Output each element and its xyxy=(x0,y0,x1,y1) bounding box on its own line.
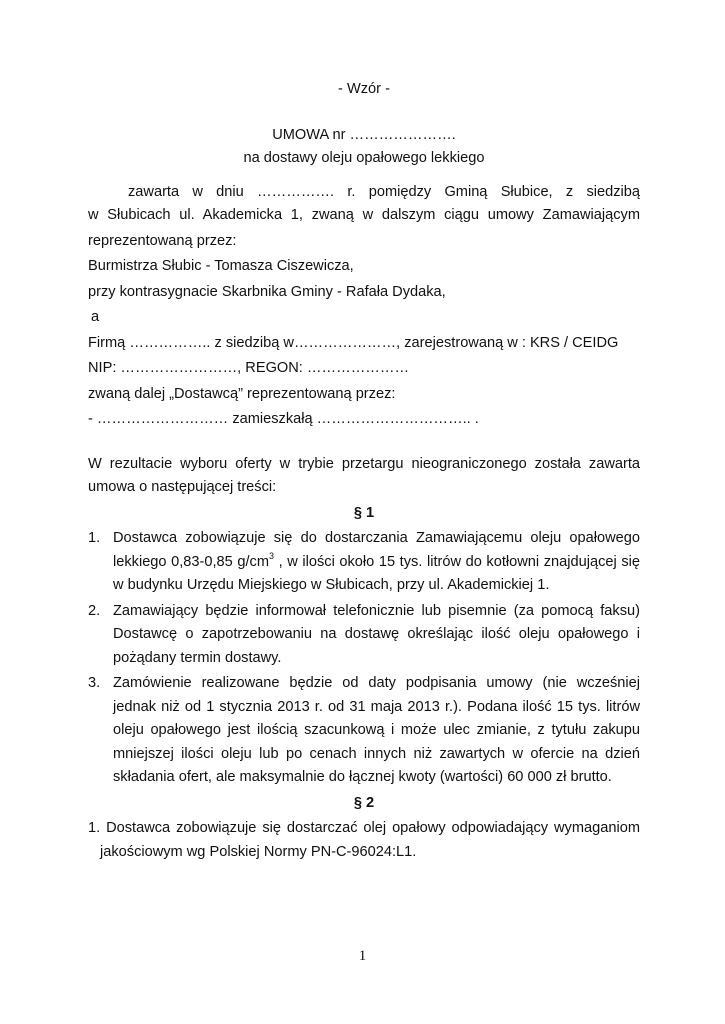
list-item-number: 1. xyxy=(88,530,101,546)
list-item-text: w budynku Urzędu Miejskiego w Słubicach, przy ul. Akademickiej 1. xyxy=(113,577,550,593)
intro-line: zawarta w dniu ……………. r. pomiędzy Gminą Słubice, z siedzibą xyxy=(128,183,640,200)
intro-line: Burmistrza Słubic - Tomasza Ciszewicza, xyxy=(88,258,354,274)
preamble-line: W rezultacie wyboru oferty w trybie przetargu nieograniczonego została zawarta xyxy=(88,455,640,472)
template-label: - Wzór - xyxy=(338,81,390,97)
intro-line: a xyxy=(91,309,100,325)
list-item-number: 3. xyxy=(88,675,101,691)
section-heading: § 1 xyxy=(353,504,375,521)
intro-line: reprezentowaną przez: xyxy=(88,232,237,249)
section1-list xyxy=(88,527,640,790)
list-item xyxy=(88,527,640,598)
list-item xyxy=(88,600,640,671)
section2-text: 1. Dostawca zobowiązuje się dostarczać olej opałowy odpowiadający wymaganiom jakościowym wg Polskiej Normy PN-C-96024:L1. xyxy=(88,820,640,860)
document-body xyxy=(88,78,640,864)
intro-line: - ……………………… zamieszkałą ………………………….. . xyxy=(88,411,479,427)
list-item-text: Dostawca zobowiązuje się do dostarczania Zamawiającemu oleju opałowego xyxy=(113,530,640,546)
list-item-text: Zamawiający będzie informował telefonicznie lub pisemnie (za pomocą faksu) Dostawcę o zapotrzebowaniu na dostawę określając ilość oleju opałowego i pożądany termin dostawy. xyxy=(113,602,640,666)
section-heading: § 2 xyxy=(353,794,375,811)
intro-line: Firmą …………….. z siedzibą w…………………, zarejestrowaną w : KRS / CEIDG xyxy=(88,334,619,351)
intro-line: NIP: ……………………, REGON: ………………… xyxy=(88,360,410,376)
intro-line: zwaną dalej „Dostawcą” reprezentowaną przez: xyxy=(88,385,396,402)
contract-subtitle: na dostawy oleju opałowego lekkiego xyxy=(243,150,485,166)
intro-line: przy kontrasygnacie Skarbnika Gminy - Rafała Dydaka, xyxy=(88,283,446,300)
list-item-text: Zamówienie realizowane będzie od daty podpisania umowy (nie wcześniej jednak niż od 1 stycznia 2013 r. od 31 maja 2013 r.). Podana ilość 15 tys. litrów oleju opałowego jest ilością szacunkową i może ulec zmianie, z tytułu zakupu mniejszej ilości oleju lub po cenach innych niż zawartych w ofercie na dzień składania ofert, ale maksymalnie do łącznej kwoty (wartości) 60 000 zł brutto. xyxy=(113,675,640,785)
list-item-text: lekkiego 0,83-0,85 $g/cm^3$ , w ilości około 15 tys. litrów do kotłowni znajdującej się xyxy=(113,550,640,570)
list-item xyxy=(88,672,640,790)
page-number: 1 xyxy=(358,948,367,964)
intro-line: w Słubicach ul. Akademicka 1, zwaną w dalszym ciągu umowy Zamawiającym xyxy=(88,207,640,223)
preamble-line: umowa o następującej treści: xyxy=(88,479,277,495)
contract-title: UMOWA nr …………………. xyxy=(272,126,456,143)
list-item-number: 2. xyxy=(88,602,101,619)
